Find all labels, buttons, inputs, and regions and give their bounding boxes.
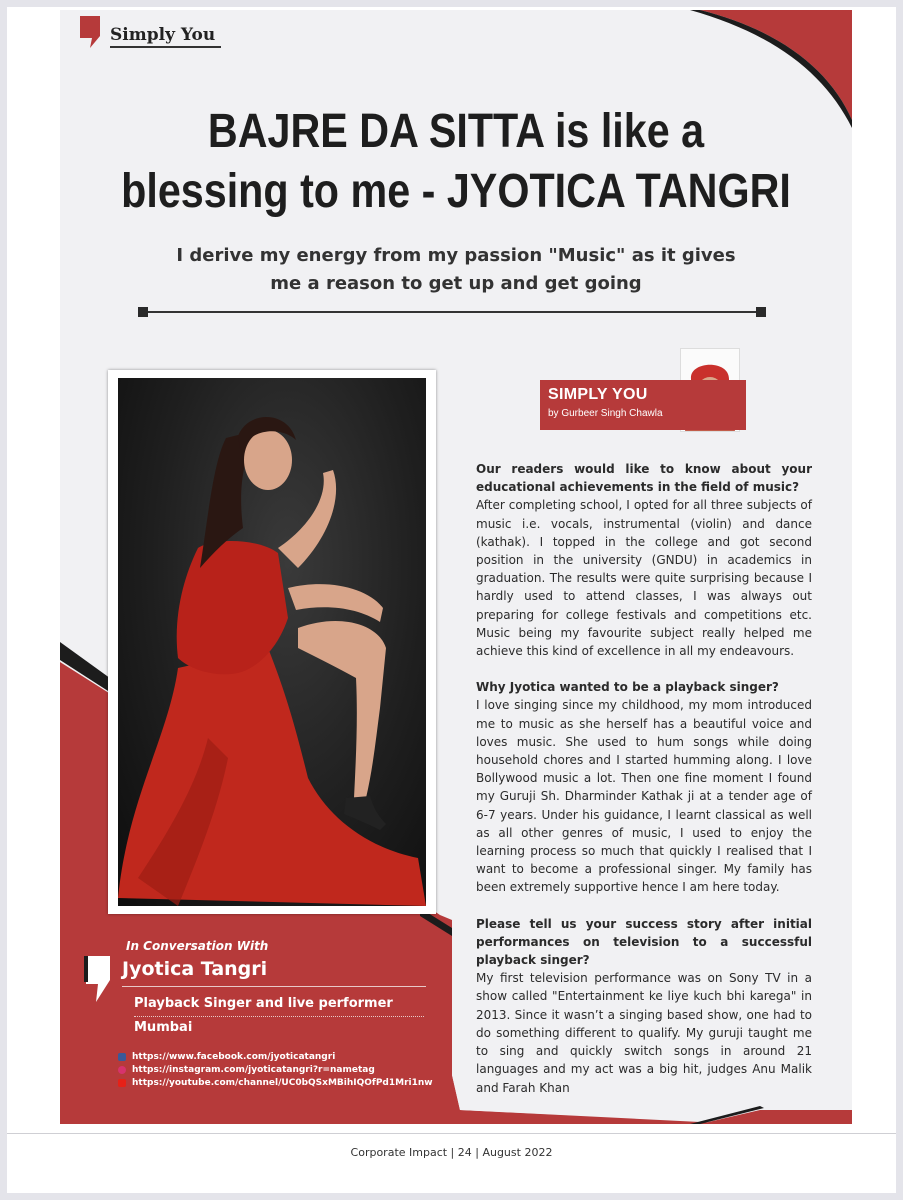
answer: I love singing since my childhood, my mom introduced me to music as she herself has a beautiful voice and loves music. She used to hum songs while doing household chores and I started humming along. I love Bollywood music a lot. Then one fine moment I found my Guruji Sh. Dharminder Kathak ji at a tender age of 6-7 years. Under his guidance, I learnt classical as well as all other genres of music, I used to enjoy the learning process so much that quickly I realised that I want to become a professional singer. My family has been extremely supportive hence I am here today. [476, 698, 812, 895]
youtube-link[interactable]: https://youtube.com/channel/UC0bQSxMBihIQOfPd1Mri1nw [132, 1077, 433, 1088]
social-row-facebook[interactable] [118, 1050, 433, 1063]
question: Please tell us your success story after initial performances on television to a successful playback singer? [476, 916, 812, 968]
social-row-youtube[interactable] [118, 1076, 433, 1089]
headline-line-1: BAJRE DA SITTA is like a [207, 105, 705, 158]
question: Our readers would like to know about your educational achievements in the field of music? [476, 462, 812, 495]
page-footer: Corporate Impact | 24 | August 2022 [350, 1146, 553, 1159]
facebook-link[interactable]: https://www.facebook.com/jyoticatangri [132, 1051, 336, 1062]
article-body [476, 460, 812, 1115]
footer-divider [7, 1133, 896, 1134]
instagram-icon [118, 1066, 126, 1074]
instagram-link[interactable]: https://instagram.com/jyoticatangri?r=nametag [132, 1064, 375, 1075]
name-divider [122, 986, 426, 987]
quote-mark-icon [80, 16, 100, 48]
qa-block [476, 678, 812, 896]
byline-author: by Gurbeer Singh Chawla [548, 408, 663, 419]
guest-role: Playback Singer and live performer [134, 996, 393, 1011]
answer: My first television performance was on Sony TV in a show called "Entertainment ke liye kuch bhi karega" in 2013. Since it wasn’t a singing based show, one had to do something different to qualify. My guruji taught me to sing and quickly switch songs in around 21 languages and my act was a big hit, judges Anu Malik and Farah Khan [476, 971, 812, 1095]
facebook-icon [118, 1053, 126, 1061]
headline [115, 102, 796, 222]
qa-block [476, 915, 812, 1097]
divider-rule [138, 306, 766, 318]
role-divider [134, 1016, 424, 1017]
quote-mark-icon [82, 956, 112, 1004]
byline-title: SIMPLY YOU [548, 386, 648, 403]
answer: After completing school, I opted for all three subjects of music i.e. vocals, instrumental (violin) and dance (kathak). I topped in the college and got second position in the university (GNDU) in academics in graduation. The results were quite surprising because I hardly used to attend classes, I was always out preparing for college festivals and competitions etc. Music being my favourite subject really helped me achieve this kind of excellence in all my endeavours. [476, 498, 812, 659]
guest-name: Jyotica Tangri [122, 958, 268, 980]
headline-line-2: blessing to me - JYOTICA TANGRI [121, 165, 791, 218]
photo-frame [108, 370, 436, 914]
youtube-icon [118, 1079, 126, 1087]
singer-illustration [118, 378, 426, 906]
qa-block [476, 460, 812, 660]
section-tag-label: Simply You [110, 25, 221, 48]
social-links [118, 1050, 433, 1089]
interview-label: In Conversation With [126, 939, 269, 953]
byline-box [540, 380, 746, 430]
social-row-instagram[interactable] [118, 1063, 433, 1076]
guest-city: Mumbai [134, 1020, 193, 1035]
subheadline: I derive my energy from my passion "Music" as it gives me a reason to get up and get going [176, 245, 736, 294]
portrait-photo [118, 378, 426, 906]
question: Why Jyotica wanted to be a playback singer? [476, 680, 779, 695]
magazine-page [60, 10, 852, 1124]
